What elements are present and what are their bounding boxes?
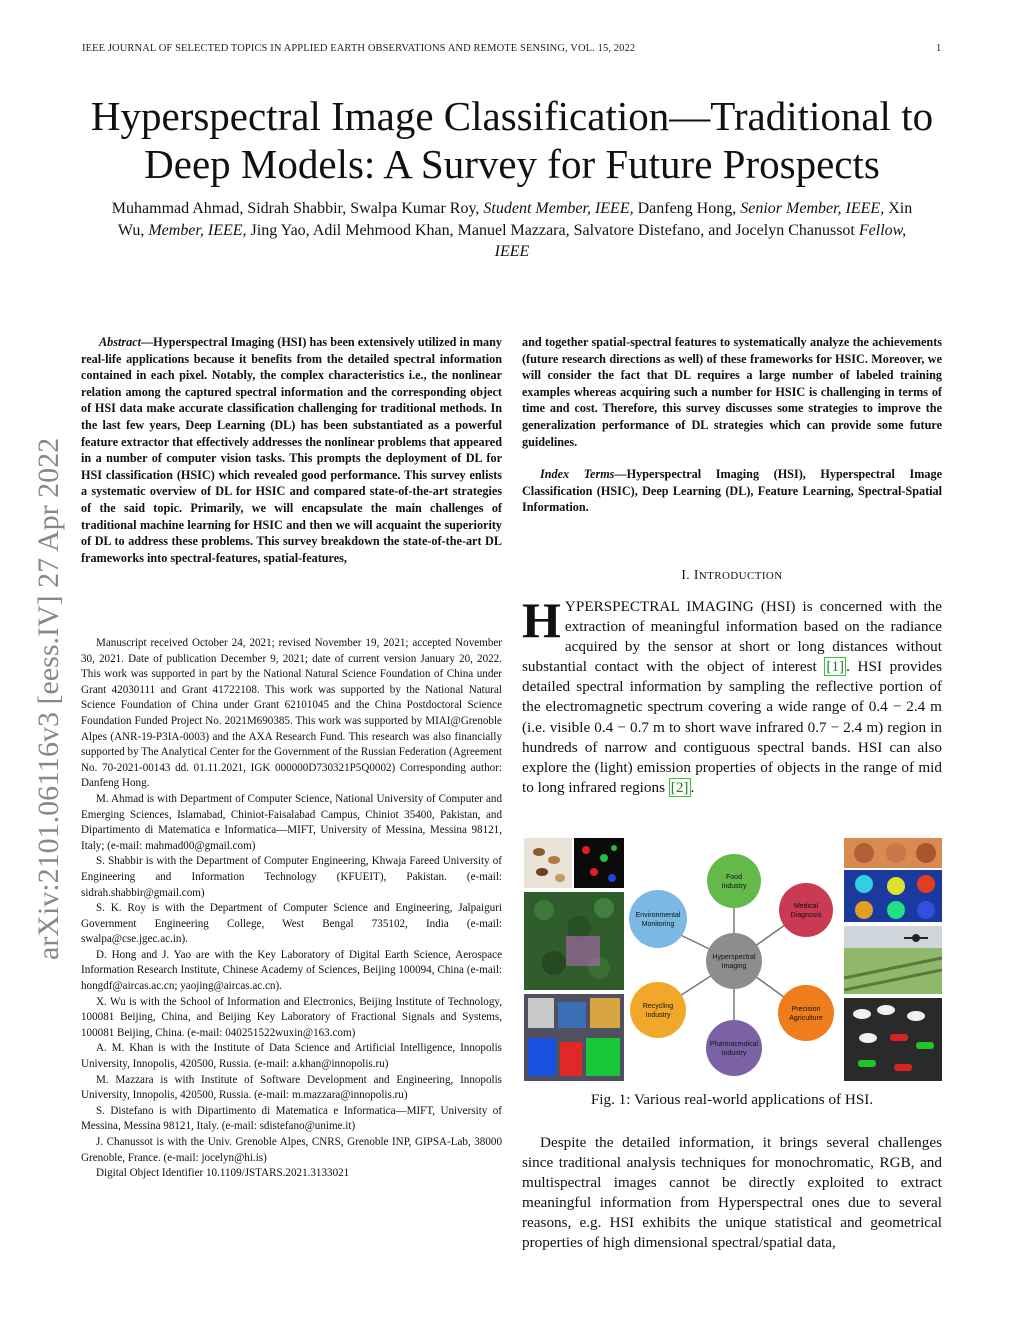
label-recycling-1: Recycling (642, 1003, 674, 1010)
footnote-shabbir: S. Shabbir is with the Department of Computer Engineering, Khwaja Fareed University of Engineering and Information Technology (KFUEIT), Pakistan. (e-mail: sidrah.shabbir@gmail.com) (81, 855, 502, 899)
node-environmental-monitoring (629, 890, 687, 948)
intro-text-2: . HSI provides detailed spectral information by sampling the reflective portion of the electromagnetic spectrum covering a wide range of 0.4 − 2.4 m (i.e. visible 0.4 − 0.7 m to short wave infrared 0.7 − 2.4 m) region in hundreds of narrow and contiguous spectral bands. HSI can also explore the (light) emission properties of objects in the range of mid to long infrared regions (522, 658, 942, 796)
label-center-2: Imaging (721, 963, 747, 970)
index-terms-label: Index Terms (540, 467, 615, 482)
node-recycling-industry (630, 982, 686, 1038)
citation-link-2[interactable]: [2] (670, 778, 689, 796)
label-medical-1: Medical (793, 903, 819, 910)
label-pharma-1: Pharmaceutical (709, 1041, 759, 1048)
citation-link-1[interactable]: [1] (826, 658, 845, 676)
page-number: 1 (936, 43, 942, 54)
section-title-rest: NTRODUCTION (698, 570, 783, 582)
authors-part-3: Xin Wu, (117, 200, 913, 239)
footnote-ahmad: M. Ahmad is with Department of Computer Science, National University of Computer and Emerging Sciences, Islamabad, Chiniot-Faisalabad Campus, Chiniot 35400, Pakistan, and Dipartimento di Matematica e Informatica—MIFT, University of Messina, Messina 98121, Italy; (e-mail: mahmad00@gmail.com) (81, 792, 502, 852)
footnote-doi: Digital Object Identifier 10.1109/JSTARS.2021.3133021 (96, 1167, 350, 1180)
node-precision-agriculture (778, 985, 834, 1041)
label-precision-2: Agriculture (789, 1015, 823, 1022)
author-role-2: Senior Member, IEEE, (740, 200, 885, 217)
footnote-manuscript: Manuscript received October 24, 2021; revised November 19, 2021; accepted November 30, 2021. Date of publication December 9, 2021; date of current version January 20, 2022. This work was supported in part by the National Natural Science Foundation of China under Grant 42030111 and Grant 41722108. This work was supported by the National Natural Science Foundation of China under Grant 62101045 and the China Postdoctoral Science Foundation Funded Project No. 2021M690385. This work was supported by MIAI@Grenoble Alpes (ANR-19-P3IA-0003) and the AXA Research Fund. This research was also financially supported by The Analytical Center for the Government of the Russian Federation (Agreement No. 70-2021-00143 dd. 01.11.2021, IGK 000000D730321P5Q0002) Corresponding author: Danfeng Hong. (81, 637, 502, 790)
section-heading-introduction (522, 567, 942, 583)
figure-caption: Fig. 1: Various real-world applications of HSI. (590, 1091, 874, 1108)
author-role-3: Member, IEEE, (148, 221, 247, 239)
authors-part-4: Jing Yao, Adil Mehmood Khan, Manuel Mazzara, Salvatore Distefano, and Jocelyn Chanussot (246, 221, 859, 239)
author-role-1: Student Member, IEEE, (483, 200, 634, 217)
node-food-industry (707, 854, 761, 908)
authors-part-1: Muhammad Ahmad, Sidrah Shabbir, Swalpa Kumar Roy, (111, 200, 484, 217)
abstract-left-column (81, 334, 502, 566)
footnote-roy: S. K. Roy is with the Department of Computer Science and Engineering, Jalpaiguri Government Engineering College, West Bengal 735102, India (e-mail: swalpa@cse.jgec.ac.in). (81, 902, 502, 946)
index-terms-body: —Hyperspectral Imaging (HSI), Hyperspectral Image Classification (HSIC), Deep Learning (DL), Feature Learning, Spectral-Spatial Information. (522, 467, 942, 515)
node-pharmaceutical-industry (706, 1020, 762, 1076)
title-line-2: Deep Models: A Survey for Future Prospects (144, 141, 880, 187)
photo-seeds-classified (574, 838, 624, 888)
label-pharma-2: Industry (721, 1050, 747, 1057)
footnote-distefano: S. Distefano is with Dipartimento di Matematica e Informatica—MIFT, University of Messina, Messina 98121, Italy. (e-mail: sdistefano@unime.it) (81, 1104, 502, 1133)
footnotes (81, 636, 502, 1182)
index-terms (522, 466, 942, 516)
author-list (100, 198, 924, 263)
drop-cap: H (522, 592, 561, 648)
label-center-1: Hyperspectral (712, 954, 756, 961)
label-recycling-2: Industry (645, 1012, 671, 1019)
abstract-body-left: —Hyperspectral Imaging (HSI) has been extensively utilized in many real-life applications because it benefits from the detailed spectral information contained in each pixel. Notably, the complex characteristics i.e., the nonlinear relation among the captured spectral information and the corresponding object of HSI data make accurate classification challenging for traditional methods. In the last few years, Deep Learning (DL) has been substantiated as a powerful feature extractor that effectively addresses the nonlinear problems that appeared in a number of computer vision tasks. This prompts the deployment of DL for HSI classification (HSIC) which revealed good performance. This survey enlists a systematic overview of DL for HSIC and compared state-of-the-art strategies of the said topic. Primarily, we will encapsulate the main challenges of traditional machine learning for HSIC and then we will acquaint the superiority of DL to address these problems. This survey breakdown the state-of-the-art DL frameworks into spectral-features, spatial-features, (81, 335, 502, 565)
node-hyperspectral-imaging (706, 933, 762, 989)
footnote-khan: A. M. Khan is with the Institute of Data Science and Artificial Intelligence, Innopolis University, Innopolis, 420500, Russia. (e-mail: a.khan@innopolis.ru) (81, 1042, 502, 1071)
label-food-1: Food (726, 874, 742, 881)
running-head: IEEE JOURNAL OF SELECTED TOPICS IN APPLIED EARTH OBSERVATIONS AND REMOTE SENSING, VOL. 15, 2022 (82, 43, 636, 54)
intro-text-3: . (690, 778, 695, 796)
abstract-text-left (81, 334, 502, 566)
label-precision-1: Precision (791, 1006, 821, 1013)
section-numeral: I. (681, 567, 691, 582)
node-medical-diagnosis (779, 883, 833, 937)
label-env-1: Environmental (635, 912, 681, 919)
abstract-text-right: and together spatial-spectral features to systematically analyze the achievements (future research directions as well) of these frameworks for HSIC. Moreover, we will consider the fact that DL requires a large number of labeled training examples whereas acquiring such a number for HSIC is challenging in terms of time and cost. Therefore, this survey discusses some strategies to improve the generalization performance of DL strategies which can provide some future guidelines. (522, 335, 942, 449)
footnote-hong-yao: D. Hong and J. Yao are with the Key Laboratory of Digital Earth Science, Aerospace Information Research Institute, Chinese Academy of Sciences, Beijing 100094, China (e-mail: hongdf@aircas.ac.cn; yaojing@aircas.ac.cn). (81, 948, 502, 993)
arxiv-stamp: arXiv:2101.06116v3 [eess.IV] 27 Apr 2022 (32, 437, 65, 960)
label-food-2: Industry (721, 883, 747, 890)
intro-paragraph (522, 592, 942, 798)
section-initial: I (693, 567, 699, 582)
footnote-chanussot: J. Chanussot is with the Univ. Grenoble Alpes, CNRS, Grenoble INP, GIPSA-Lab, 38000 Grenoble, France. (e-mail: jocelyn@hi.is) (81, 1136, 502, 1164)
title-line-1: Hyperspectral Image Classification—Traditional to (90, 93, 934, 139)
figure-hsi-applications (524, 838, 942, 1081)
abstract-label: Abstract (99, 335, 141, 349)
footnote-mazzara: M. Mazzara is with Institute of Software Development and Engineering, Innopolis University, Innopolis, 420500, Russia. (e-mail: m.mazzara@innopolis.ru) (81, 1073, 502, 1102)
abstract-right-column (522, 334, 942, 516)
intro-text-1: YPERSPECTRAL IMAGING (HSI) is concerned with the extraction of meaningful information based on the radiance acquired by the sensor at short or long distances without substantial contact with the object of interest (522, 598, 942, 676)
authors-part-2: Danfeng Hong, (633, 200, 741, 217)
author-role-4: Fellow, IEEE (494, 221, 907, 260)
label-medical-2: Diagnosis (790, 912, 822, 919)
footnote-wu: X. Wu is with the School of Information and Electronics, Beijing Institute of Technology, 100081 Beijing, China, and Beijing Key Laboratory of Fractional Signals and Systems, 100081 Beijing, China. (e-mail: 040251522wuxin@163.com) (81, 995, 502, 1039)
photo-seeds (524, 838, 572, 888)
label-env-2: Monitoring (641, 921, 675, 928)
paper-title (60, 92, 964, 188)
continuation-paragraph: Despite the detailed information, it brings several challenges since traditional analysis techniques for monochromatic, RGB, and multispectral images cannot be directly exploited to extract meaningful information from Hyperspectral ones due to several reasons, e.g. HSI exhibits the unique statistical and geometrical properties of high dimensional spectral/spatial data, (522, 1134, 942, 1252)
